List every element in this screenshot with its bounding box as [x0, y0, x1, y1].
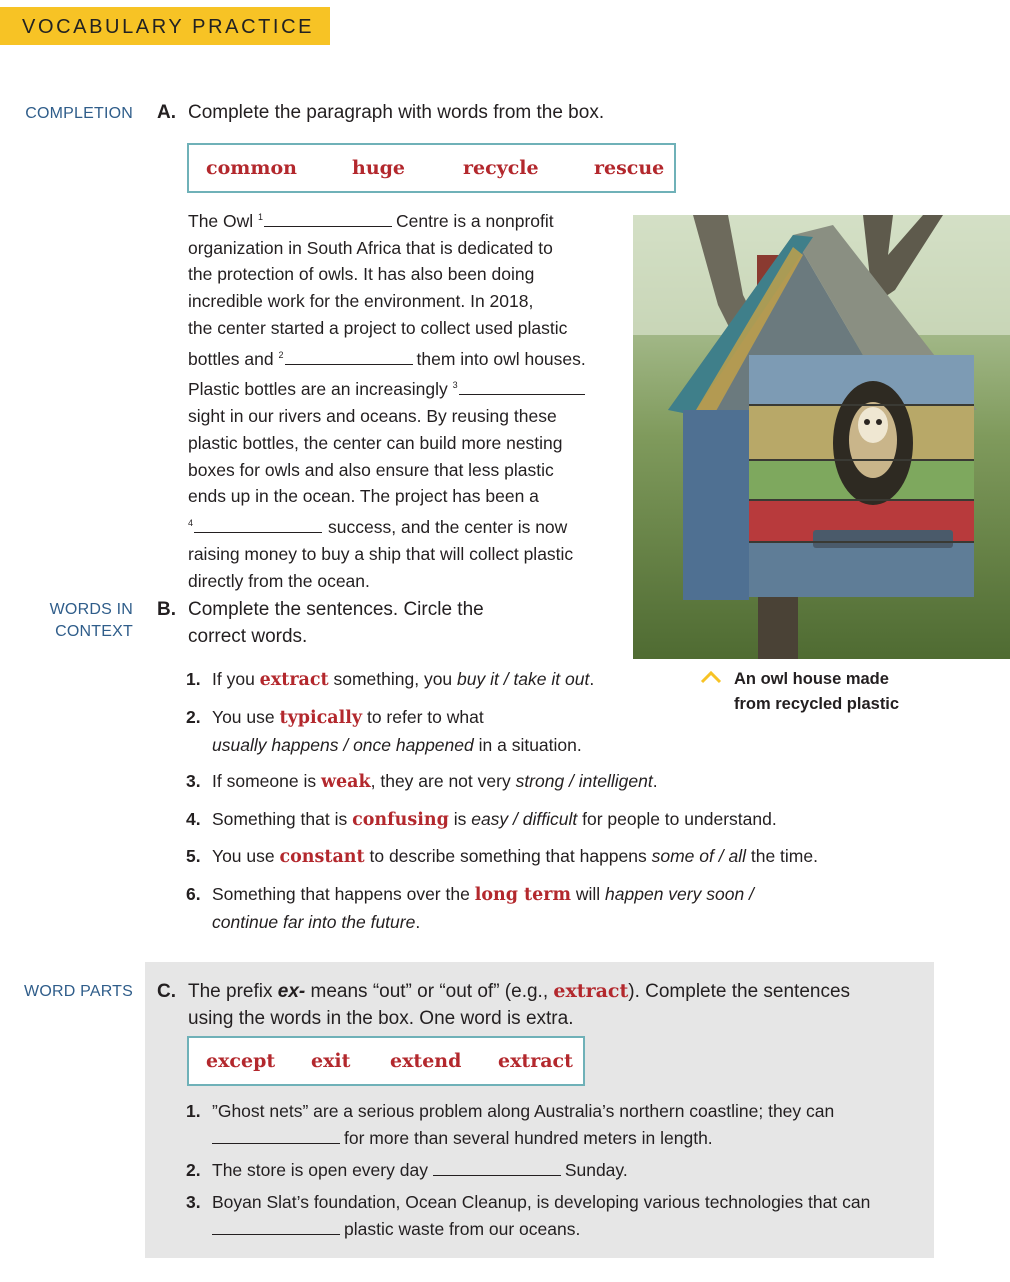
list-item: 1. If you extract something, you buy it / take it out.: [186, 669, 595, 690]
blank-2[interactable]: [285, 363, 413, 365]
label-word-parts: WORD PARTS: [24, 983, 133, 1000]
section-a-heading: [157, 99, 176, 126]
blank-c3[interactable]: [212, 1233, 340, 1235]
word-box-item: extract: [498, 1050, 573, 1072]
list-item: 2. The store is open every day Sunday.: [186, 1160, 628, 1180]
word-box-item: exit: [311, 1050, 351, 1072]
section-b-instruction: Complete the sentences. Circle the correct words.: [188, 599, 484, 647]
word-box-item: extend: [390, 1050, 462, 1072]
section-banner: VOCABULARY PRACTICE: [0, 7, 330, 45]
blank-4[interactable]: [194, 531, 322, 533]
label-completion: COMPLETION: [25, 105, 133, 122]
list-item: 2. You use typically to refer to what usually happens / once happened in a situation.: [186, 707, 582, 755]
answer-options[interactable]: happen very soon /: [605, 884, 754, 904]
answer-options[interactable]: easy / difficult: [471, 809, 578, 829]
answer-options[interactable]: usually happens / once happened: [212, 734, 474, 755]
owl-house-photo: [633, 215, 1010, 659]
list-item: 6. Something that happens over the long term will happen very soon / continue far into the future.: [186, 884, 754, 932]
answer-options[interactable]: continue far into the future: [212, 911, 416, 932]
list-item: 5. You use constant to describe something that happens some of / all the time.: [186, 846, 818, 867]
photo-caption: An owl house made from recycled plastic: [734, 670, 900, 713]
section-b-letter: B.: [157, 599, 176, 620]
paragraph-a: The Owl $^1$ Centre is a nonprofit organization in South Africa that is dedicated to the protection of owls. It has also been doing incredible work for the environment. In 2018, the center started a project to collect used plastic bottles and $^2$ them into owl houses. Plastic bottles are an increasingly $^3$ sight in our rivers and oceans. By reusing these plastic bottles, the center can build more nesting boxes for owls and also ensure that less plastic ends up in the ocean. The project has been a $^4$ success, and the center is now raising money to buy a ship that will collect plastic directly from the ocean.: [188, 210, 586, 591]
answer-options[interactable]: buy it / take it out: [457, 669, 590, 689]
answer-options[interactable]: some of / all: [651, 846, 746, 866]
label-words-in-context: WORDS IN CONTEXT: [49, 601, 133, 640]
caret-up-icon: [700, 669, 722, 689]
blank-c1[interactable]: [212, 1142, 340, 1144]
blank-3[interactable]: [459, 393, 585, 395]
owl-house-illustration: [633, 215, 1010, 659]
section-a-letter: A.: [157, 102, 176, 123]
list-item: 1. ”Ghost nets” are a serious problem along Australia’s northern coastline; they can for more than several hundred meters in length.: [186, 1101, 835, 1148]
word-box-item: rescue: [594, 157, 665, 179]
blank-1[interactable]: [264, 225, 392, 227]
section-c-letter: C.: [157, 981, 176, 1002]
word-box-item: common: [206, 157, 297, 179]
word-box-c: [187, 1036, 585, 1086]
section-a-instruction: Complete the paragraph with words from the box.: [188, 102, 605, 123]
blank-c2[interactable]: [433, 1174, 561, 1176]
list-item: 3. If someone is weak, they are not very strong / intelligent.: [186, 771, 658, 792]
word-box-item: except: [206, 1050, 276, 1072]
list-item: 4. Something that is confusing is easy / difficult for people to understand.: [186, 809, 777, 830]
answer-options[interactable]: strong / intelligent: [515, 771, 653, 791]
word-box-item: huge: [352, 157, 406, 179]
section-c-instruction: The prefix ex- means “out” or “out of” (e.g., extract). Complete the sentences using the words in the box. One word is extra.: [188, 980, 851, 1029]
word-box-a: [187, 143, 676, 193]
list-item: 3. Boyan Slat’s foundation, Ocean Cleanup, is developing various technologies that can plastic waste from our oceans.: [186, 1192, 871, 1239]
word-box-item: recycle: [463, 157, 539, 179]
